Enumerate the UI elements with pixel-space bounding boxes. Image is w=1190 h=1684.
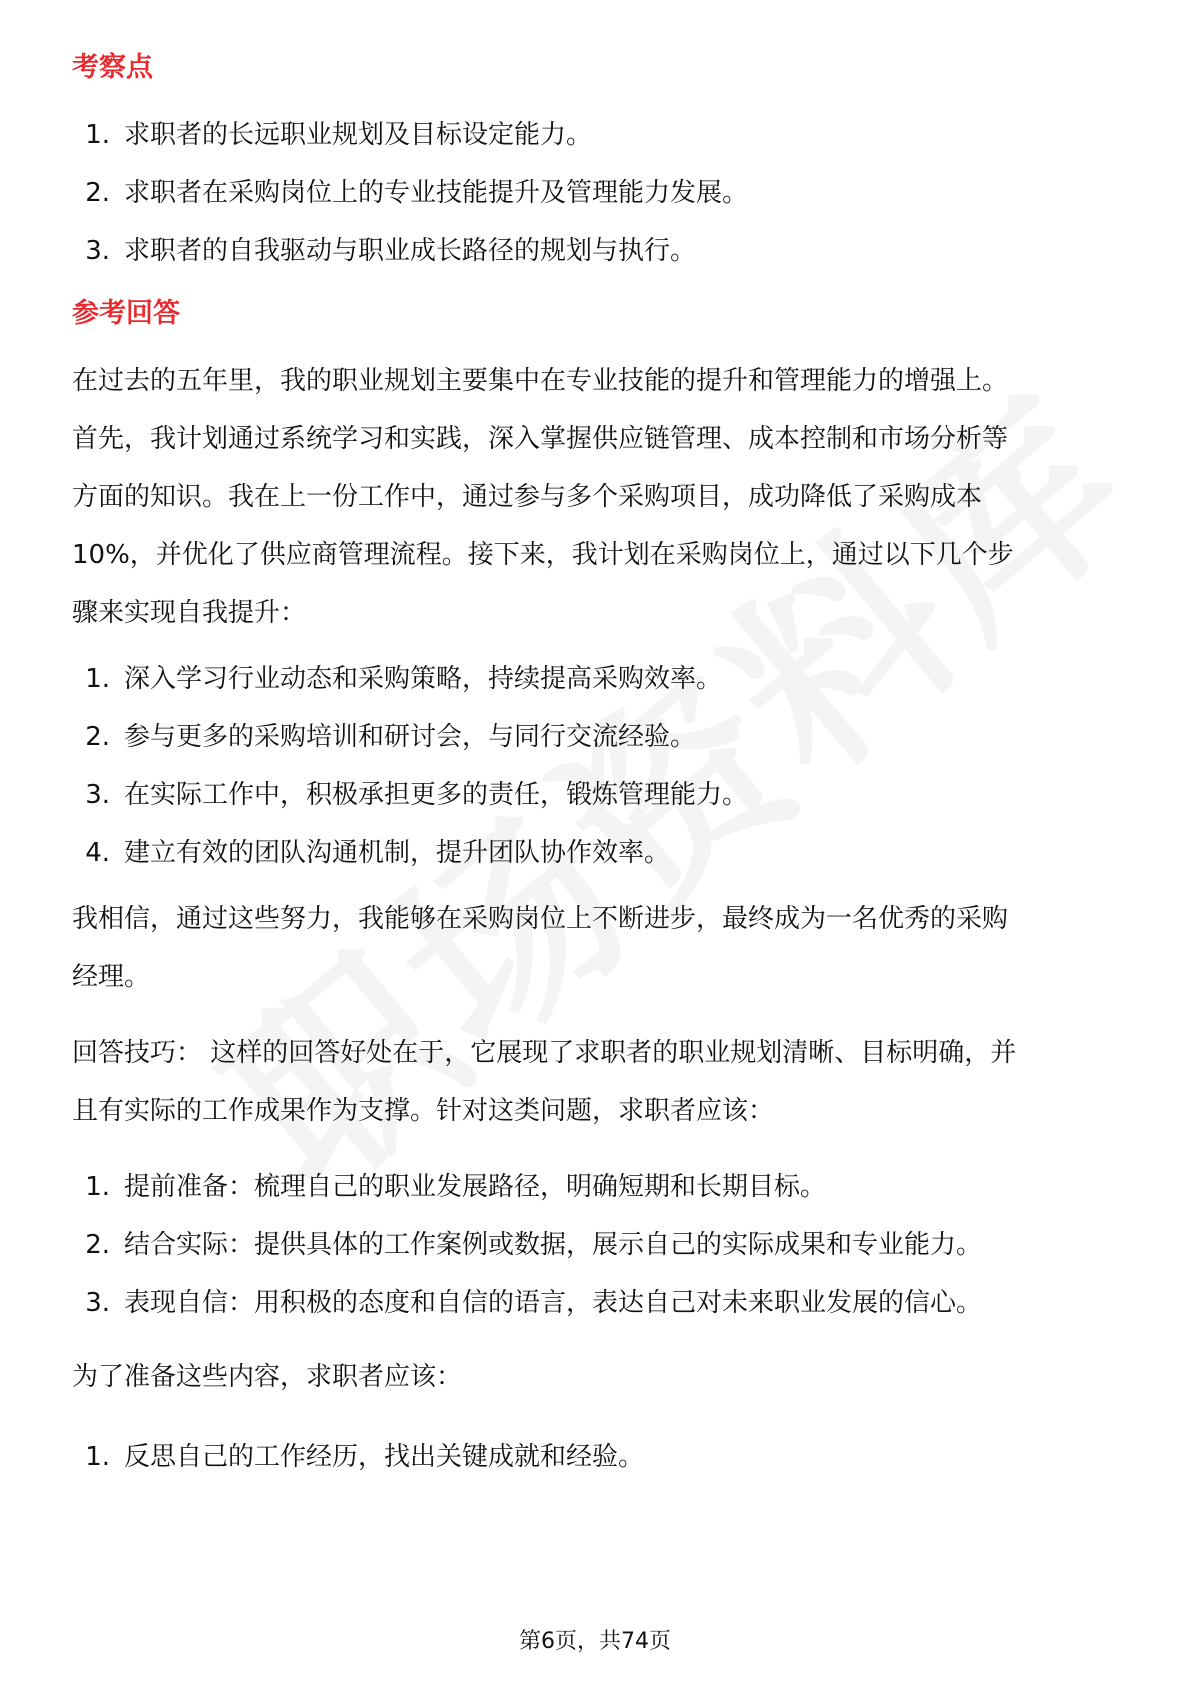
list-item: 1. 提前准备：梳理自己的职业发展路径，明确短期和长期目标。 xyxy=(85,1172,827,1202)
closing-paragraph: 我相信，通过这些努力，我能够在采购岗位上不断进步，最终成为一名优秀的采购 经理。 xyxy=(72,904,1009,992)
list-item: 2. 结合实际：提供具体的工作案例或数据，展示自己的实际成果和专业能力。 xyxy=(85,1230,983,1260)
list-item: 3. 表现自信：用积极的态度和自信的语言，表达自己对未来职业发展的信心。 xyxy=(85,1288,983,1318)
list-item: 4. 建立有效的团队沟通机制，提升团队协作效率。 xyxy=(85,838,671,868)
prep-list xyxy=(72,1428,1132,1486)
section-heading-answer xyxy=(72,296,1132,332)
tips-list xyxy=(72,1158,1132,1332)
answer-intro-paragraph: 在过去的五年里，我的职业规划主要集中在专业技能的提升和管理能力的增强上。 首先，我计划通过系统学习和实践，深入掌握供应链管理、成本控制和市场分析等 方面的知识。我在上一份工作中，通过参与多个采购项目，成功降低了采购成本 10%，并优化了供应商管理流程。接下来，我计划在采购岗位上，通过以下几个步 骤来实现自我提升： xyxy=(72,366,1014,628)
steps-list xyxy=(72,650,1132,882)
heading-text: 考察点 xyxy=(72,52,153,83)
list-item: 2. 求职者在采购岗位上的专业技能提升及管理能力发展。 xyxy=(85,178,749,208)
list-item: 1. 求职者的长远职业规划及目标设定能力。 xyxy=(85,120,593,150)
list-item: 1. 深入学习行业动态和采购策略，持续提高采购效率。 xyxy=(85,664,723,694)
prep-paragraph: 为了准备这些内容，求职者应该： xyxy=(72,1362,463,1392)
list-item: 2. 参与更多的采购培训和研讨会，与同行交流经验。 xyxy=(85,722,697,752)
list-item: 1. 反思自己的工作经历，找出关键成就和经验。 xyxy=(85,1442,645,1472)
criteria-list xyxy=(72,106,1132,280)
list-item: 3. 求职者的自我驱动与职业成长路径的规划与执行。 xyxy=(85,236,697,266)
tips-paragraph: 回答技巧： 这样的回答好处在于，它展现了求职者的职业规划清晰、目标明确，并 且有实际的工作成果作为支撑。针对这类问题，求职者应该： xyxy=(72,1038,1017,1126)
heading-text: 参考回答 xyxy=(72,298,180,329)
section-heading-criteria xyxy=(72,50,1132,86)
page-number: 第6页，共74页 xyxy=(519,1629,671,1654)
list-item: 3. 在实际工作中，积极承担更多的责任，锻炼管理能力。 xyxy=(85,780,749,810)
